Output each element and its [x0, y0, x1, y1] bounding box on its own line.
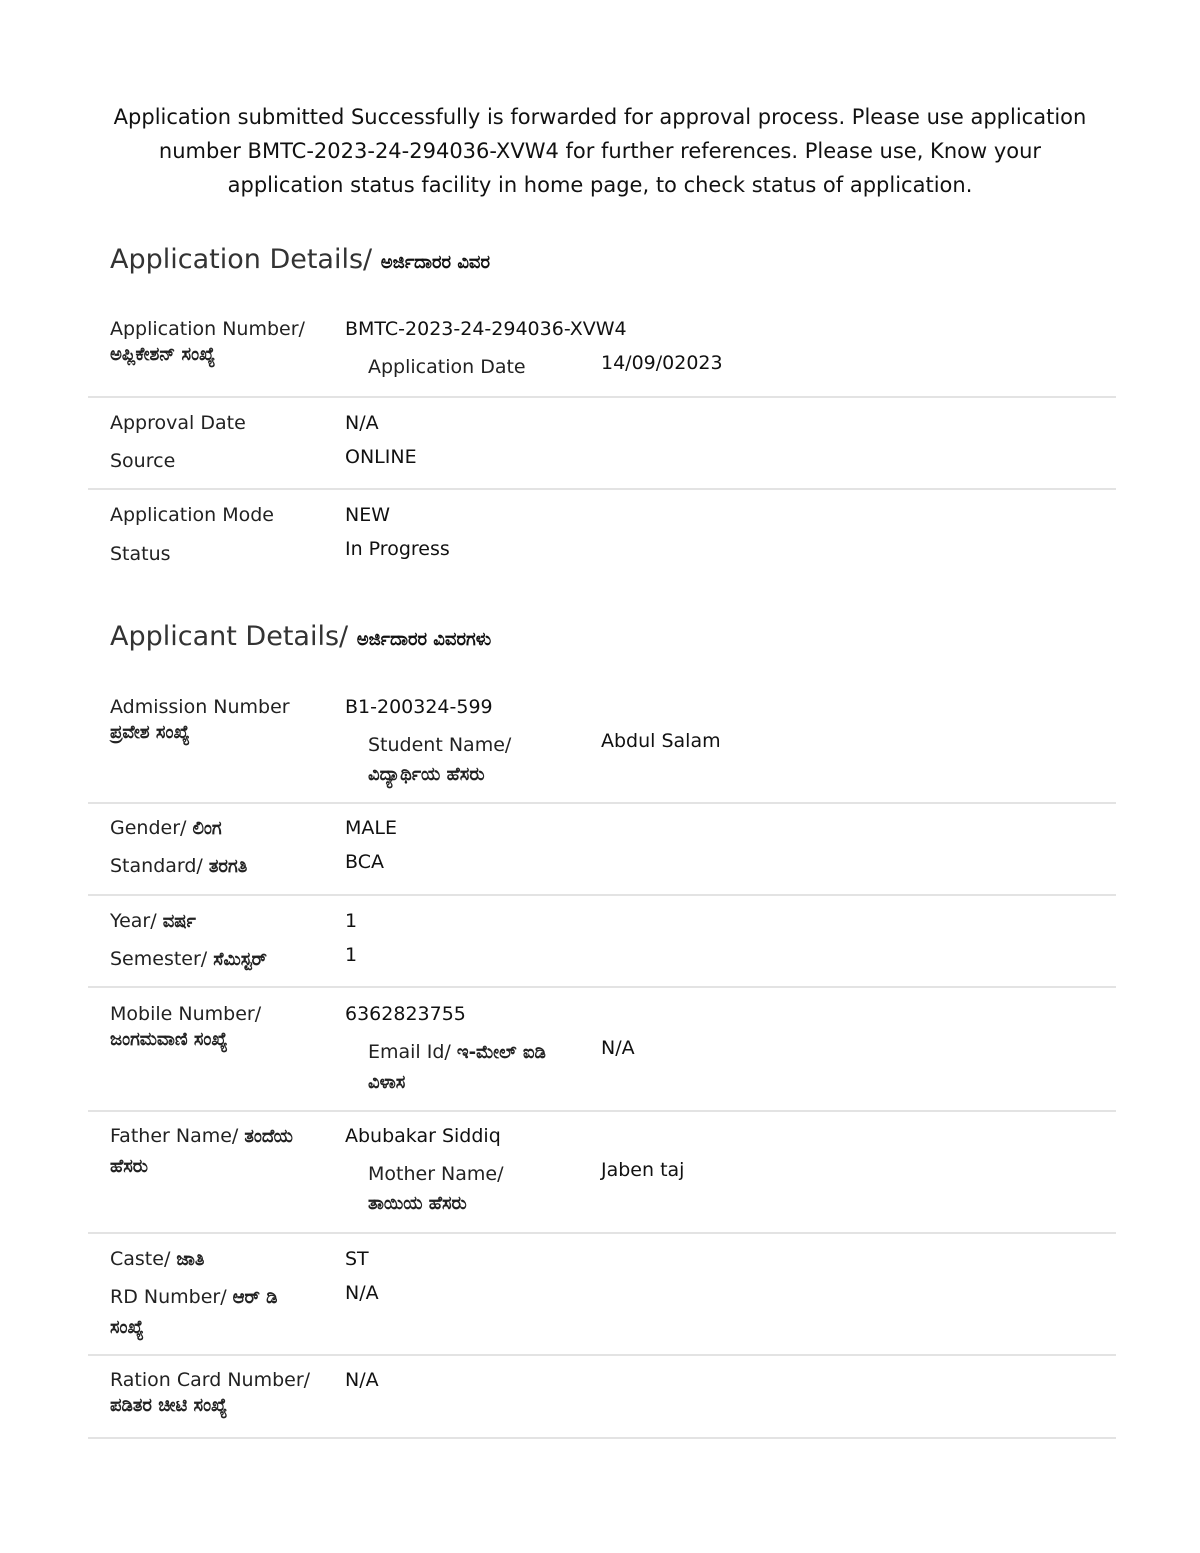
applicant-details-heading [110, 621, 491, 652]
source-label: Source [110, 450, 176, 472]
application-details-title-en: Application Details/ [110, 244, 373, 275]
application-number-row [88, 310, 1116, 398]
father-name-label: Father Name/ ತಂದೆಯ ಹೆಸರು [110, 1125, 293, 1177]
approval-date-value: N/A [345, 412, 379, 434]
year-label: Year/ ವರ್ಷ [110, 910, 196, 932]
admission-student-row [88, 688, 1116, 804]
standard-label: Standard/ ತರಗತಿ [110, 855, 248, 877]
application-date-label: Application Date [368, 356, 526, 378]
application-mode-label: Application Mode [110, 504, 274, 526]
mother-name-value: Jaben taj [601, 1159, 685, 1181]
year-semester-row [88, 896, 1116, 988]
ration-card-value: N/A [345, 1369, 379, 1391]
gender-standard-row [88, 804, 1116, 896]
semester-value: 1 [345, 944, 358, 966]
gender-value: MALE [345, 817, 397, 839]
approval-source-row [88, 398, 1116, 490]
mother-name-label: Mother Name/ ತಾಯಿಯ ಹೆಸರು [368, 1163, 504, 1214]
application-details-heading [110, 244, 490, 275]
mode-status-row [88, 490, 1116, 580]
source-value: ONLINE [345, 446, 417, 468]
application-number-value: BMTC-2023-24-294036-XVW4 [345, 318, 627, 340]
applicant-details-title-kn: ಅರ್ಜಿದಾರರ ವಿವರಗಳು [356, 629, 492, 650]
mobile-number-value: 6362823755 [345, 1003, 466, 1025]
application-mode-value: NEW [345, 504, 391, 526]
father-name-value: Abubakar Siddiq [345, 1125, 501, 1147]
parents-row [88, 1112, 1116, 1234]
mobile-email-row [88, 988, 1116, 1112]
ration-card-row [88, 1356, 1116, 1439]
rd-number-value: N/A [345, 1282, 379, 1304]
admission-number-value: B1-200324-599 [345, 696, 493, 718]
applicant-details-title-en: Applicant Details/ [110, 621, 349, 652]
year-value: 1 [345, 910, 358, 932]
mobile-number-label: Mobile Number/ ಜಂಗಮವಾಣಿ ಸಂಖ್ಯೆ [110, 1003, 262, 1050]
student-name-value: Abdul Salam [601, 730, 721, 752]
admission-number-label: Admission Number ಪ್ರವೇಶ ಸಂಖ್ಯೆ [110, 696, 290, 743]
student-name-label: Student Name/ ವಿದ್ಯಾರ್ಥಿಯ ಹೆಸರು [368, 734, 512, 785]
email-id-value: N/A [601, 1037, 635, 1059]
status-label: Status [110, 543, 171, 565]
standard-value: BCA [345, 851, 384, 873]
application-date-value: 14/09/02023 [601, 352, 723, 374]
success-notice: Application submitted Successfully is forwarded for approval process. Please use application number BMTC-2023-24-294036-XVW4 for further references. Please use, Know your application status facility in home page, to check status of application. [113, 105, 1087, 197]
ration-card-label: Ration Card Number/ ಪಡಿತರ ಚೀಟಿ ಸಂಖ್ಯೆ [110, 1369, 311, 1416]
caste-label: Caste/ ಜಾತಿ [110, 1248, 205, 1270]
rd-number-label: RD Number/ ಆರ್ ಡಿ ಸಂಖ್ಯೆ [110, 1286, 278, 1338]
email-id-label: Email Id/ ಇ-ಮೇಲ್ ಐಡಿ ವಿಳಾಸ [368, 1041, 546, 1093]
status-value: In Progress [345, 538, 450, 560]
caste-rd-row [88, 1234, 1116, 1356]
approval-date-label: Approval Date [110, 412, 246, 434]
application-number-label: Application Number/ ಅಪ್ಲಿಕೇಶನ್ ಸಂಖ್ಯೆ [110, 318, 305, 365]
application-details-title-kn: ಅರ್ಜಿದಾರರ ವಿವರ [380, 252, 491, 273]
caste-value: ST [345, 1248, 369, 1270]
gender-label: Gender/ ಲಿಂಗ [110, 817, 222, 839]
semester-label: Semester/ ಸೆಮಿಸ್ಟರ್ [110, 948, 267, 970]
